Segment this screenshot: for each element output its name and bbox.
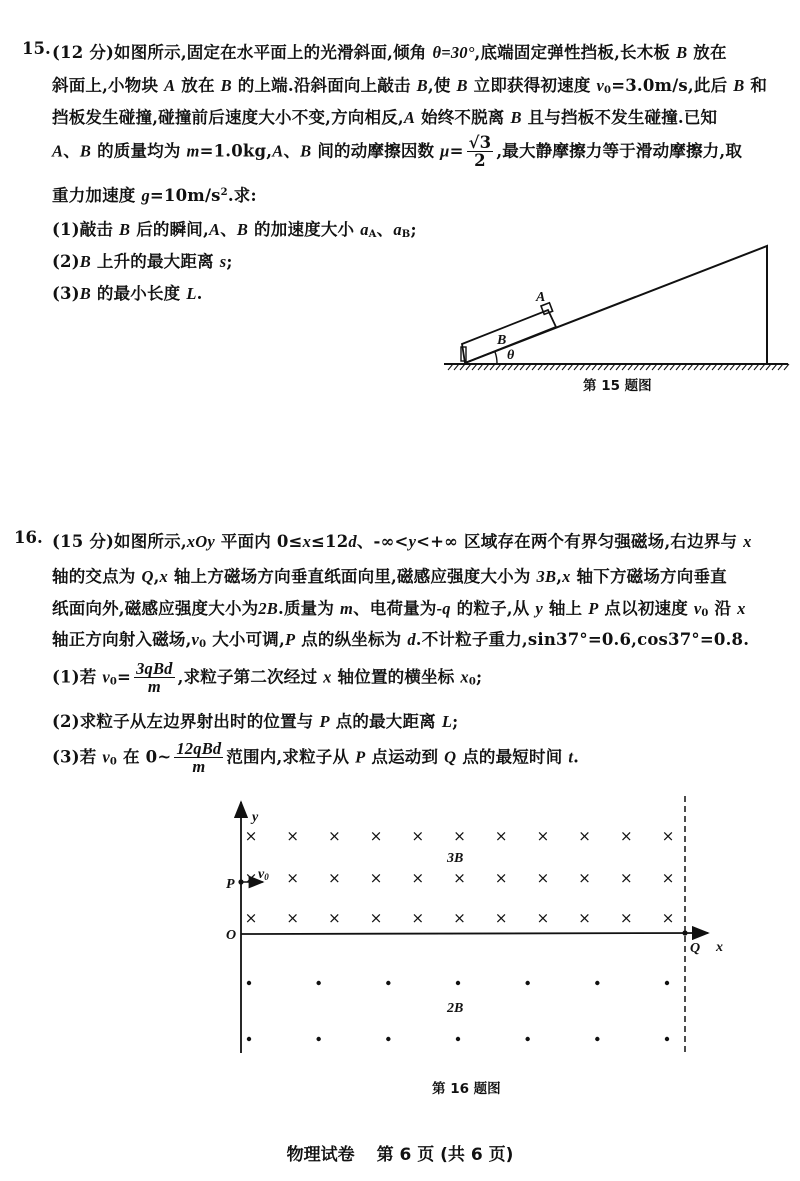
- q16-sub-1: (1)若 $v_0=$ $\frac{\text{3qBd}}{m}$ ,求粒子第二次经过 x 轴位置的横坐标 $x_0$;: [52, 659, 483, 697]
- label-x: x: [716, 940, 723, 955]
- field-into-page-mark: ×: [620, 909, 633, 927]
- field-out-of-page-mark: [595, 981, 599, 985]
- field-into-page-mark: ×: [328, 869, 341, 887]
- label-b: B: [497, 333, 507, 348]
- field-into-page-mark: ×: [661, 909, 675, 927]
- q16-number: 16.: [14, 528, 43, 547]
- field-into-page-mark: ×: [453, 909, 466, 927]
- field-into-page-mark: ×: [494, 869, 508, 887]
- field-into-page-mark: ×: [369, 869, 383, 887]
- x-axis: [241, 933, 708, 934]
- field-out-of-page-mark: [247, 1037, 251, 1041]
- q15-line-2: 斜面上,小物块 A 放在 B 的上端.沿斜面向上敲击 B,使 B 立即获得初速度 $v_0=3.0m/s$,此后 B 和: [52, 76, 768, 96]
- field-into-page-mark: ×: [411, 869, 425, 887]
- q16-line-2: 轴的交点为 Q,x 轴上方磁场方向垂直纸面向里,磁感应强度大小为 3B,x 轴下方磁场方向垂直: [52, 567, 727, 586]
- q16-line-1: (15 分)如图所示,xOy 平面内 0≤x≤12d、-∞<y<+∞ 区域存在两个有界匀强磁场,右边界与 x: [52, 532, 752, 551]
- v0-fraction-1: $\frac{\text{3qBd}}{m}$: [136, 659, 173, 697]
- field-into-page-mark: ×: [578, 909, 591, 927]
- footer-subject: 物理试卷: [286, 1145, 355, 1165]
- field-out-of-page-mark: [456, 1037, 460, 1041]
- v0-fraction-2: $\frac{\text{12qBd}}{m}$: [176, 739, 222, 777]
- field-out-of-page-mark: [665, 981, 669, 985]
- field-into-page-mark: ×: [578, 869, 591, 887]
- q15-figure-caption: 第 15 题图: [583, 378, 652, 394]
- field-into-page-mark: ×: [536, 827, 550, 845]
- field-into-page-mark: ×: [411, 827, 425, 845]
- page-footer: [0, 1140, 800, 1165]
- q15-sub-2: (2)B 上升的最大距离 s;: [52, 252, 233, 271]
- field-into-page-mark: ×: [453, 827, 466, 845]
- q15-sub-1: (1)敲击 B 后的瞬间,A、B 的加速度大小 $a_A$、$a_B$;: [52, 220, 417, 240]
- q16-figure-caption: 第 16 题图: [432, 1081, 501, 1097]
- field-into-page-mark: ×: [661, 827, 675, 845]
- field-out-of-page-mark: [386, 1037, 390, 1041]
- label-p: P: [226, 877, 235, 892]
- field-into-page-mark: ×: [286, 869, 299, 887]
- label-3b: 3B: [447, 851, 464, 866]
- label-v0: v0: [258, 867, 269, 882]
- field-into-page-mark: ×: [369, 909, 383, 927]
- field-out-of-page-mark: [316, 981, 320, 985]
- field-into-page-mark: ×: [453, 869, 466, 887]
- field-out-of-page-mark: [525, 981, 529, 985]
- q16-line-3: 纸面向外,磁感应强度大小为2B.质量为 m、电荷量为-q 的粒子,从 y 轴上 P 点以初速度 $v_0$ 沿 x: [52, 599, 746, 619]
- label-q: Q: [690, 941, 701, 956]
- field-into-page-mark: ×: [244, 909, 258, 927]
- q16-line-4: 轴正方向射入磁场$,v_0$ 大小可调,P 点的纵坐标为 d.不计粒子重力,sin37°=0.6,cos37°=0.8.: [52, 630, 750, 650]
- q16-sub-2: (2)求粒子从左边界射出时的位置与 P 点的最大距离 L;: [52, 712, 459, 731]
- field-into-page-mark: ×: [661, 869, 675, 887]
- field-into-page-mark: ×: [369, 827, 383, 845]
- mu-fraction: $\frac{√3}{2}$: [468, 133, 492, 171]
- field-into-page-mark: ×: [578, 827, 591, 845]
- field-into-page-mark: ×: [244, 827, 258, 845]
- field-into-page-mark: ×: [494, 909, 508, 927]
- field-into-page-mark: ×: [620, 869, 633, 887]
- label-2b: 2B: [447, 1001, 464, 1016]
- field-into-page-mark: ×: [328, 827, 341, 845]
- label-a: A: [536, 290, 546, 305]
- field-out-of-page-mark: [456, 981, 460, 985]
- field-into-page-mark: ×: [328, 909, 341, 927]
- label-o: O: [226, 928, 237, 943]
- q15-line-4: A、B 的质量均为 m=1.0kg,A、B 间的动摩擦因数 μ= $\frac{√3}{2}$ ,最大静摩擦力等于滑动摩擦力,取: [52, 133, 743, 171]
- q16-sub-3: (3)若 $v_0$ 在 0~ $\frac{\text{12qBd}}{m}$ 范围内,求粒子从 P 点运动到 Q 点的最短时间 t.: [52, 739, 580, 777]
- field-out-of-page-mark: [316, 1037, 320, 1041]
- q15-number: 15.: [22, 39, 51, 58]
- field-into-page-mark: ×: [244, 869, 258, 887]
- field-into-page-mark: ×: [494, 827, 508, 845]
- field-into-page-mark: ×: [536, 869, 550, 887]
- label-y: y: [252, 810, 259, 825]
- label-theta: θ: [507, 348, 515, 363]
- field-out-of-page-mark: [525, 1037, 529, 1041]
- field-out-of-page-mark: [665, 1037, 669, 1041]
- footer-page: 第 6 页 (共 6 页): [376, 1145, 514, 1165]
- q15-line-3: 挡板发生碰撞,碰撞前后速度大小不变,方向相反,A 始终不脱离 B 且与挡板不发生碰撞.已知: [52, 108, 718, 127]
- q15-line-1: (12 分)如图所示,固定在水平面上的光滑斜面,倾角 θ=30°,底端固定弹性挡板,长木板 B 放在: [52, 43, 727, 62]
- field-out-of-page-mark: [247, 981, 251, 985]
- q15-sub-3: (3)B 的最小长度 L.: [52, 284, 203, 303]
- point-p: [238, 879, 243, 884]
- q15-line-5: 重力加速度 $g=10m/s^2$.求:: [52, 186, 257, 205]
- field-into-page-mark: ×: [411, 909, 425, 927]
- field-into-page-mark: ×: [286, 827, 299, 845]
- field-into-page-mark: ×: [620, 827, 633, 845]
- field-out-of-page-mark: [595, 1037, 599, 1041]
- field-into-page-mark: ×: [286, 909, 299, 927]
- field-out-of-page-mark: [386, 981, 390, 985]
- point-q: [682, 930, 687, 935]
- field-into-page-mark: ×: [536, 909, 550, 927]
